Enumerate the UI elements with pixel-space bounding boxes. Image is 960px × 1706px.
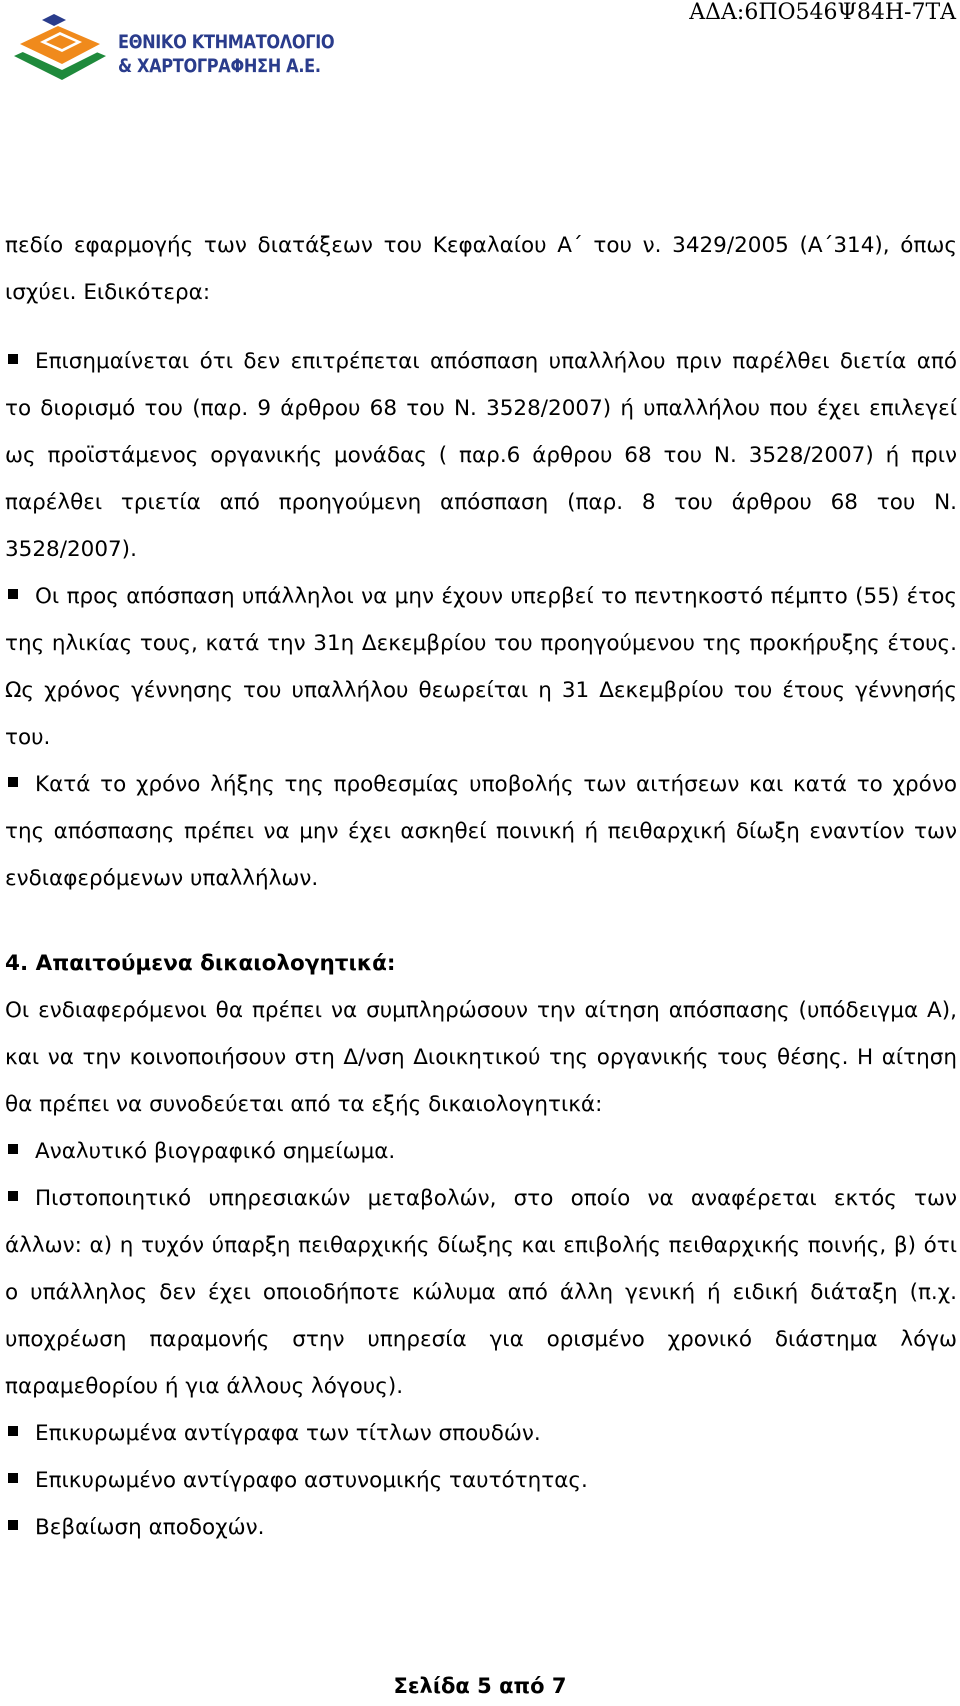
list-item-text: Πιστοποιητικό υπηρεσιακών μεταβολών, στο οποίο να αναφέρεται εκτός των άλλων: α) η τυχόν ύπαρξη πειθαρχικής δίωξης και επιβολής πειθαρχικής ποινής, β) ότι ο υπάλληλος δεν έχει οποιοδήποτε κώλυμα από άλλη γενική ή ειδική διάταξη (π.χ. υποχρέωση παραμονής στην υπηρεσία για ορισμένο χρονικό διάστημα λόγω παραμεθορίου ή για άλλους λόγους).	[5, 1186, 957, 1399]
square-bullet-icon	[8, 589, 18, 599]
square-bullet-icon	[8, 354, 18, 364]
section-paragraph: Οι ενδιαφερόμενοι θα πρέπει να συμπληρώσουν την αίτηση απόσπασης (υπόδειγμα Α), και να την κοινοποιήσουν στη Δ/νση Διοικητικού της οργανικής τους θέσης. Η αίτηση θα πρέπει να συνοδεύεται από τα εξής δικαιολογητικά:	[5, 998, 957, 1117]
cadastre-logo-icon	[6, 10, 116, 90]
list-item	[5, 338, 957, 573]
spacer	[5, 316, 957, 338]
list-item	[5, 1504, 957, 1551]
logo-line-1: ΕΘΝΙΚΟ ΚΤΗΜΑΤΟΛΟΓΙΟ	[118, 31, 335, 53]
organization-logo	[6, 10, 336, 90]
list-item	[5, 573, 957, 761]
list-item	[5, 1410, 957, 1457]
square-bullet-icon	[8, 1144, 18, 1154]
eligibility-bullet-list	[5, 338, 957, 902]
list-item-text: Οι προς απόσπαση υπάλληλοι να μην έχουν υπερβεί το πεντηκοστό πέμπτο (55) έτος της ηλικίας τους, κατά την 31η Δεκεμβρίου του προηγούμενου της προκήρυξης έτους. Ως χρόνος γέννησης του υπαλλήλου θεωρείται η 31 Δεκεμβρίου του έτους γέννησής του.	[5, 584, 957, 750]
square-bullet-icon	[8, 1191, 18, 1201]
square-bullet-icon	[8, 777, 18, 787]
section-heading: 4. Απαιτούμενα δικαιολογητικά:	[5, 951, 396, 976]
square-bullet-icon	[8, 1426, 18, 1436]
list-item	[5, 1175, 957, 1410]
logo-line-2: & ΧΑΡΤΟΓΡΑΦΗΣΗ Α.Ε.	[118, 55, 321, 77]
list-item-text: Επικυρωμένο αντίγραφο αστυνομικής ταυτότητας.	[35, 1468, 588, 1493]
square-bullet-icon	[8, 1473, 18, 1483]
list-item-text: Επισημαίνεται ότι δεν επιτρέπεται απόσπαση υπαλλήλου πριν παρέλθει διετία από το διορισμό του (παρ. 9 άρθρου 68 του Ν. 3528/2007) ή υπαλλήλου που έχει επιλεγεί ως προϊστάμενος οργανικής μονάδας ( παρ.6 άρθρου 68 του Ν. 3528/2007) ή πριν παρέλθει τριετία από προηγούμενη απόσπαση (παρ. 8 του άρθρου 68 του Ν. 3528/2007).	[5, 349, 957, 562]
ada-code: ΑΔΑ:6ΠΟ546Ψ84Η-7ΤΑ	[689, 0, 956, 25]
logo-wordmark	[118, 30, 335, 78]
list-item	[5, 1128, 957, 1175]
list-item-text: Βεβαίωση αποδοχών.	[35, 1515, 265, 1540]
square-bullet-icon	[8, 1520, 18, 1530]
list-item-text: Αναλυτικό βιογραφικό σημείωμα.	[35, 1139, 396, 1164]
document-body	[5, 222, 957, 1551]
list-item-text: Επικυρωμένα αντίγραφα των τίτλων σπουδών.	[35, 1421, 541, 1446]
documents-bullet-list	[5, 1128, 957, 1551]
page-header	[0, 0, 960, 100]
list-item	[5, 1457, 957, 1504]
spacer	[5, 902, 957, 940]
page-number: Σελίδα 5 από 7	[393, 1674, 567, 1698]
list-item	[5, 761, 957, 902]
intro-paragraph: πεδίο εφαρμογής των διατάξεων του Κεφαλαίου Α΄ του ν. 3429/2005 (Α΄314), όπως ισχύει. Ειδικότερα:	[5, 233, 957, 305]
list-item-text: Κατά το χρόνο λήξης της προθεσμίας υποβολής των αιτήσεων και κατά το χρόνο της απόσπασης πρέπει να μην έχει ασκηθεί ποινική ή πειθαρχική δίωξη εναντίον των ενδιαφερόμενων υπαλλήλων.	[5, 772, 957, 891]
